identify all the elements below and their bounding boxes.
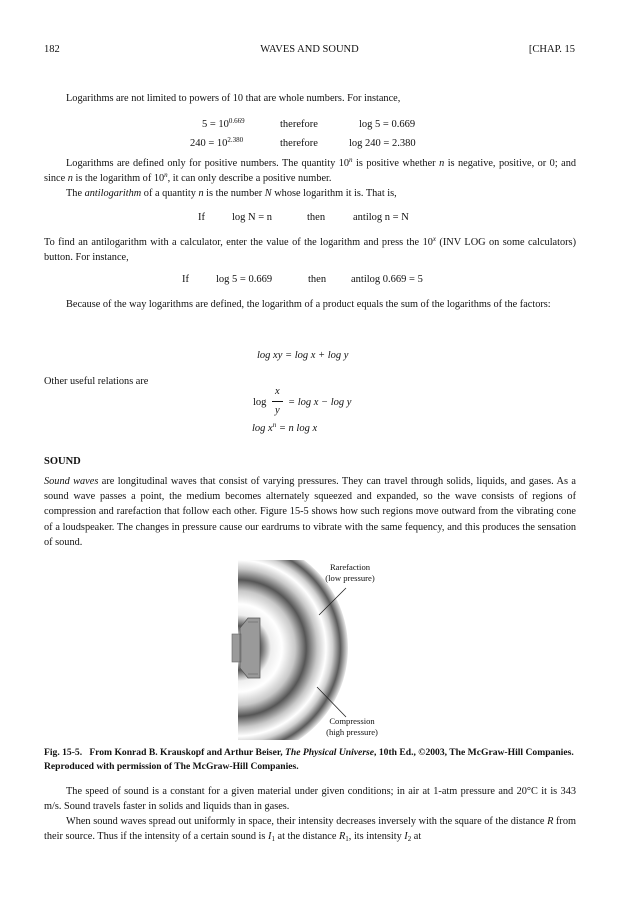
sound-wave-figure — [220, 560, 420, 740]
equation-lhs: $240 = 10^{2.380}$ — [190, 136, 244, 149]
equation-word: therefore — [280, 138, 318, 149]
calculator-paragraph: To find an antilogarithm with a calculator, enter the value of the logarithm and press the 10$^x$ (INV LOG on some calculators) button. For instance, — [44, 235, 576, 264]
product-paragraph: Because of the way logarithms are defined, the logarithm of a product equals the sum of the logarithms of the factors: — [66, 299, 551, 310]
product-rule-equation: log xy = log x + log y — [257, 350, 349, 361]
equation-lhs: $5 = 10^{0.669}$ — [202, 117, 245, 130]
antilog-paragraph: The antilogarithm of a quantity n is the number N whose logarithm it is. That is, — [66, 188, 397, 199]
rarefaction-label: Rarefaction (low pressure) — [325, 562, 375, 583]
running-header — [44, 44, 575, 58]
section-heading: SOUND — [44, 456, 81, 467]
power-rule-equation: $\log x^n = n$ log x — [252, 421, 318, 434]
compression-label: Compression (high pressure) — [326, 716, 378, 737]
sound-wave-illustration — [220, 560, 420, 740]
page-number: 182 — [44, 44, 60, 55]
fraction-bar — [272, 401, 283, 402]
equation-rhs: log 5 = 0.669 — [359, 119, 416, 130]
loudspeaker-icon — [232, 618, 260, 678]
figure-caption: Fig. 15-5. From Konrad B. Krauskopf and Arthur Beiser, The Physical Universe, 10th Ed., ©2003, The McGraw-Hill Companies. Reproduced with permission of The McGraw-Hill Companies. — [44, 747, 574, 772]
equation-rhs: log 240 = 2.380 — [349, 138, 416, 149]
defined-paragraph: Logarithms are defined only for positive numbers. The quantity 10$^n$ is positive whether n is negative, positive, or 0; and since n is the logarithm of 10$^n$, it can only describe a positive number. — [44, 156, 577, 185]
sound-paragraph: Sound waves are longitudinal waves that consist of varying pressures. They can travel through solids, liquids, and gases. As a sound wave passes a point, the medium becomes alternately squeezed and expanded, so the wave consists of regions of compression and rarefaction that follow each other. Figure 15-5 shows how such regions move outward from the vibrating cone of a loudspeaker. The changes in pressure cause our eardrums to vibrate with the same fequency, and this produces the sensation of sound. — [44, 476, 576, 548]
chapter-label: [CHAP. 15 — [528, 44, 575, 55]
running-title: WAVES AND SOUND — [260, 44, 359, 55]
intro-paragraph: Logarithms are not limited to powers of 10 that are whole numbers. For instance, — [66, 93, 401, 104]
intensity-paragraph: When sound waves spread out uniformly in space, their intensity decreases inversely with the square of the distance R from their source. Thus if the intensity of a certain sound is $I_1$ at the distance $R_1$, its intensity $I_2$ at — [44, 816, 577, 844]
speed-paragraph: The speed of sound is a constant for a given material under given conditions; in air at 1-atm pressure and 20°C it is 343 m/s. Sound travels faster in solids and liquids than in gases. — [44, 786, 576, 813]
other-relations-text: Other useful relations are — [44, 376, 149, 387]
equation-word: therefore — [280, 119, 318, 130]
